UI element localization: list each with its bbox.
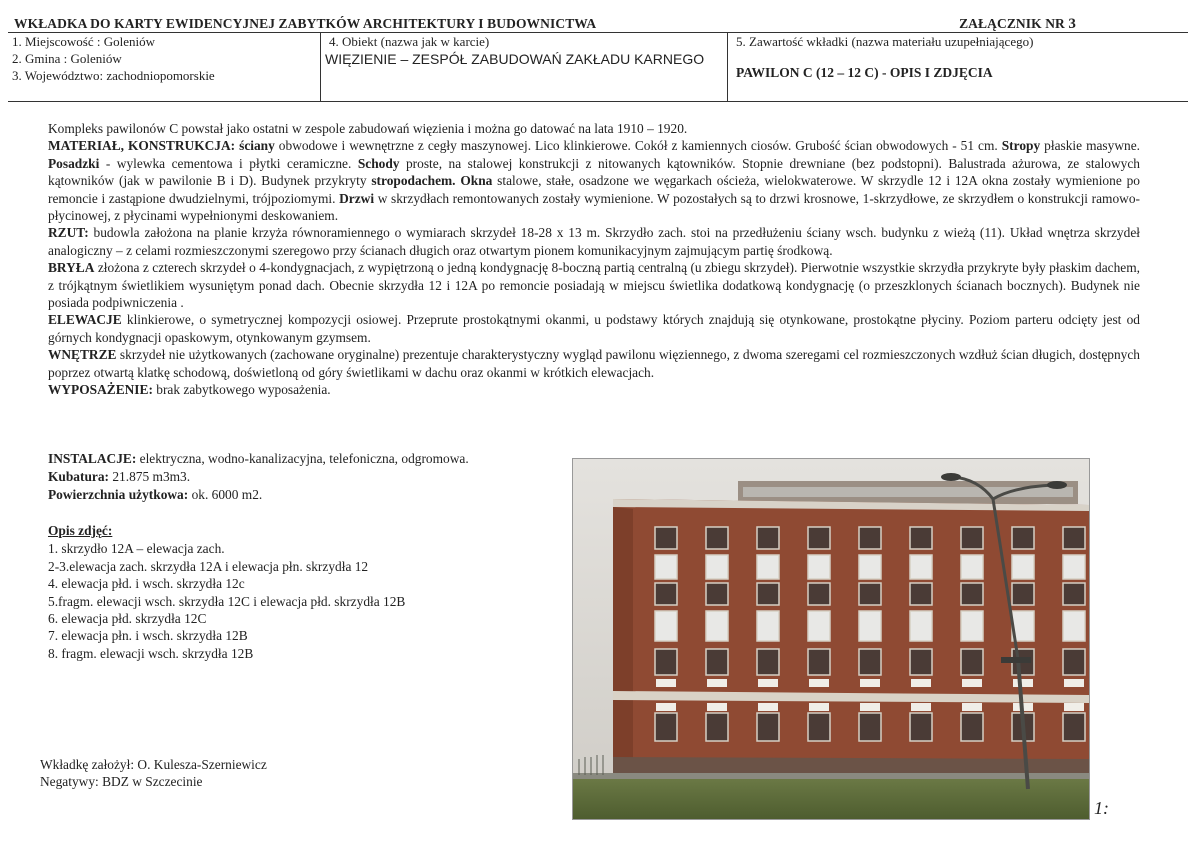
mass-text: złożona z czterech skrzydeł o 4-kondygnacjach, z wypiętrzoną o jedną kondygnację 8-boczną partią centralną (u zbiegu skrzydeł). Pierwotnie wszystkie skrzydła przykryte były płaskim dachem, z trójkątnym świetlikiem wysuniętym ponad dach. Obecnie skrzydła 12 i 12A po remoncie posiadają w miejscu świetlika dodatkową kondygnację (o przeszklonych ścianach bocznych). Budynek nie posiada podpiwniczenia .: [48, 260, 1140, 311]
photo-number: 1:: [1094, 798, 1109, 818]
floors-heading: Posadzki: [48, 155, 100, 171]
list-item: 2-3.elewacja zach. skrzydła 12A i elewacja płn. skrzydła 12: [48, 558, 369, 574]
list-item: 4. elewacja płd. i wsch. skrzydła 12c: [48, 576, 245, 592]
interior-paragraph: [48, 346, 1140, 381]
contents-label: 5. Zawartość wkładki (nazwa materiału uzupełniającego): [736, 34, 1034, 49]
card-header: [14, 14, 1076, 34]
building-photo: [572, 458, 1090, 820]
doors-text: w skrzydłach remontowanych zostały wymienione. W pozostałych są to drzwi krosnowe, 1-skrzydłowe, ze skrzydłem o konstrukcji ramowo-płycinowej, z płycinami wypełnionymi deskowaniem.: [48, 190, 1140, 224]
area-heading: Powierzchnia użytkowa:: [48, 487, 189, 502]
intro-paragraph: Kompleks pawilonów C powstał jako ostatni w zespole zabudowań więzienia i można go datować na lata 1910 – 1920.: [48, 121, 688, 136]
plan-paragraph: [48, 224, 1140, 259]
installations-text: elektryczna, wodno-kanalizacyjna, telefoniczna, odgromowa.: [136, 451, 469, 466]
walls-text: obwodowe i wewnętrzne z cegły maszynowej. Lico klinkierowe. Cokół z kamiennych ciosów. Grubość ścian obwodowych - 51 cm.: [274, 138, 998, 154]
volume-heading: Kubatura:: [48, 469, 110, 484]
author-line: Wkładkę założył: O. Kulesza-Szerniewicz: [40, 757, 267, 772]
windows-heading: Okna: [460, 173, 493, 189]
area-line: [48, 486, 262, 503]
volume-line: [48, 468, 190, 485]
attachment-label-text: ZAŁĄCZNIK NR: [959, 16, 1065, 31]
object-column: [321, 33, 728, 101]
plan-heading: RZUT:: [48, 225, 89, 241]
list-item: 1. skrzydło 12A – elewacja zach.: [48, 541, 225, 557]
installations-line: [48, 450, 469, 467]
header-form: [8, 32, 1188, 102]
elevations-paragraph: [48, 311, 1140, 346]
installations-heading: INSTALACJE:: [48, 451, 137, 466]
footer-credits: [40, 756, 267, 791]
windows-text: stalowe, stałe, osadzone we węgarkach ościeża, wielokwaterowe. W skrzydle 12 i 12A okna zostały wymienione po remoncie i zastąpione dwudzielnymi, trójpoziomymi.: [48, 173, 1140, 206]
interior-text: skrzydeł nie użytkowanych (zachowane oryginalne) prezentuje charakterystyczny wygląd pawilonu więziennego, z dwoma szeregami cel rozmieszczonych wzdłuż ścian długich, dostępnych poprzez otwartą klatkę schodową, doświetloną od góry świetlikami w dachu oraz okanmi w krótkich elewacjach.: [48, 347, 1140, 380]
elevations-heading: ELEWACJE: [48, 312, 122, 328]
object-name: WIĘZIENIE – ZESPÓŁ ZABUDOWAŃ ZAKŁADU KARNEGO: [325, 51, 705, 67]
field-voivodeship: 3. Województwo: zachodniopomorskie: [12, 68, 215, 83]
card-title: WKŁADKA DO KARTY EWIDENCYJNEJ ZABYTKÓW ARCHITEKTURY I BUDOWNICTWA: [14, 16, 597, 31]
attachment-label: [959, 16, 1076, 33]
area-text: ok. 6000 m2.: [188, 487, 263, 502]
building-photo-drawing: [573, 459, 1089, 819]
object-label: 4. Obiekt (nazwa jak w karcie): [329, 34, 490, 49]
list-item: 8. fragm. elewacji wsch. skrzydła 12B: [48, 645, 254, 661]
description-text: [48, 120, 1140, 399]
mass-paragraph: [48, 259, 1140, 311]
equipment-paragraph: [48, 381, 1140, 398]
volume-text: 21.875 m3m3.: [109, 469, 191, 484]
field-commune: 2. Gmina : Goleniów: [12, 51, 122, 66]
material-heading: MATERIAŁ, KONSTRUKCJA:: [48, 138, 236, 154]
photo-descriptions-list: [48, 540, 405, 662]
contents-column: [728, 33, 1188, 101]
stairs-heading: Schody: [357, 155, 400, 171]
ceilings-text: płaskie masywne.: [1040, 138, 1140, 154]
list-item: 5.fragm. elewacji wsch. skrzydła 12C i elewacja płd. skrzydła 12B: [48, 593, 406, 609]
equipment-text: brak zabytkowego wyposażenia.: [152, 382, 331, 398]
mass-heading: BRYŁA: [48, 260, 95, 276]
doors-heading: Drzwi: [339, 190, 375, 206]
floors-text: - wylewka cementowa i płytki ceramiczne.: [99, 155, 352, 171]
walls-heading: ściany: [239, 138, 275, 154]
negatives-line: Negatywy: BDZ w Szczecinie: [40, 774, 203, 790]
elevations-text: klinkierowe, o symetrycznej kompozycji osiowej. Przeprute prostokątnymi okanmi, u podstawy których znajdują się otynkowane, prostokątne płyciny. Poziom parteru odcięty jest od górnych kondygnacji opaskowym, otynkowanym gzymsem.: [48, 312, 1140, 345]
roof-heading: stropodachem.: [371, 173, 456, 189]
plan-text: budowla założona na planie krzyża równoramiennego o wymiarach skrzydeł 18-28 x 13 m. Skrzydło zach. stoi na przedłużeniu ściany wsch. budynku z wieżą (11). Układ wnętrza skrzydeł analogiczny – z celami rozmieszczonymi szeregowo przy ścianach długich oraz otwartym pionem komunikacyjnym zajmującym partię środkową.: [48, 225, 1140, 258]
list-item: 6. elewacja płd. skrzydła 12C: [48, 611, 207, 627]
equipment-heading: WYPOSAŻENIE:: [48, 382, 153, 398]
photo-descriptions: [48, 522, 405, 662]
ceilings-heading: Stropy: [1001, 138, 1041, 154]
photo-descriptions-title: Opis zdjęć:: [48, 523, 113, 538]
attachment-number: 3: [1068, 16, 1076, 32]
location-column: [8, 33, 321, 101]
stairs-text: proste, na stalowej konstrukcji z nitowanych kątowników. Stopnie drewniane (bez podstopni). Balustrada ażurowa, ze stalowych kątowników (jak w pawilonie B i D). Budynek przykryty: [48, 155, 1140, 189]
list-item: 7. elewacja płn. i wsch. skrzydła 12B: [48, 628, 248, 644]
field-town: 1. Miejscowość : Goleniów: [12, 34, 155, 49]
material-paragraph: [48, 137, 1140, 224]
contents-value: PAWILON C (12 – 12 C) - OPIS I ZDJĘCIA: [736, 65, 993, 80]
interior-heading: WNĘTRZE: [48, 347, 117, 363]
